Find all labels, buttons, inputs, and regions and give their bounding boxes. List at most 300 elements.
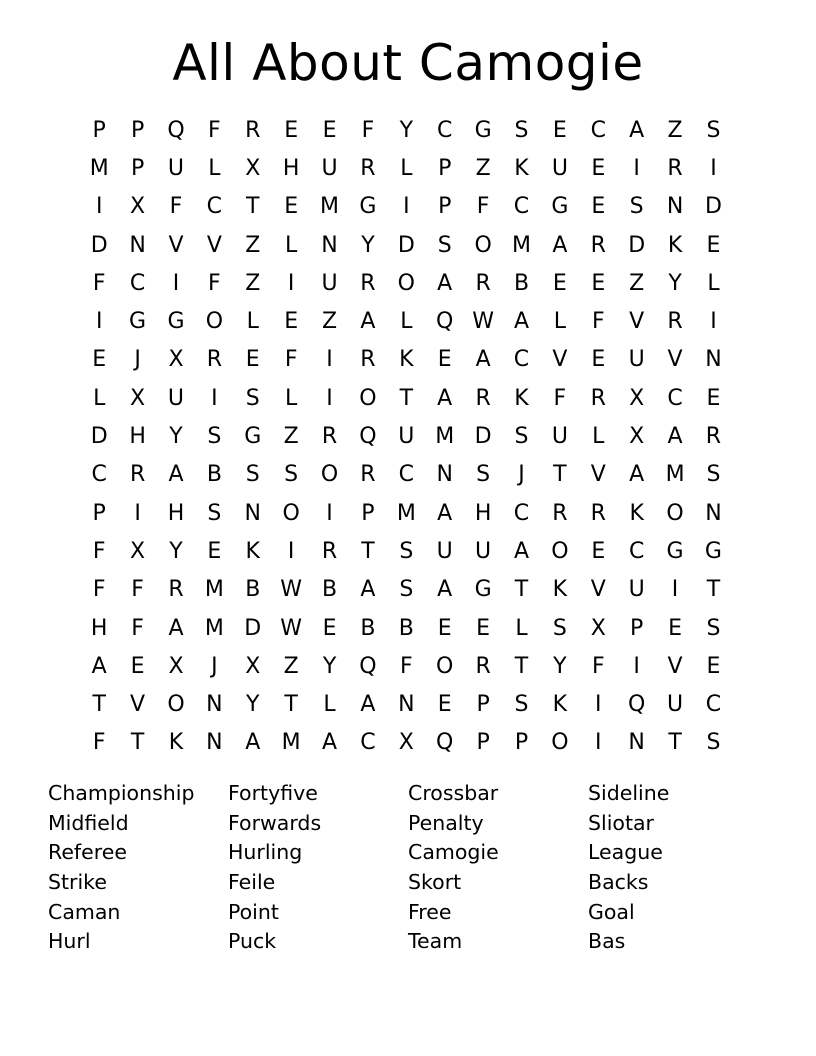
grid-letter: O — [436, 653, 454, 679]
grid-letter: W — [280, 577, 303, 603]
grid-letter: E — [322, 117, 337, 143]
grid-letter: E — [591, 538, 606, 564]
grid-letter: S — [476, 462, 491, 488]
grid-letter: E — [591, 155, 606, 181]
grid-letter: T — [130, 730, 145, 756]
grid-letter: I — [403, 194, 410, 220]
grid-letter: L — [707, 270, 720, 296]
grid-letter: N — [206, 730, 223, 756]
grid-letter: U — [321, 155, 338, 181]
grid-letter: E — [591, 270, 606, 296]
grid-letter: I — [95, 194, 103, 220]
grid-letter: G — [359, 194, 377, 220]
grid-letter: F — [284, 347, 298, 373]
grid-letter: M — [89, 155, 109, 181]
grid-letter: E — [92, 347, 107, 373]
grid-letter: Q — [436, 309, 454, 335]
grid-letter: C — [91, 462, 107, 488]
grid-letter: C — [129, 270, 146, 296]
grid-letter: E — [284, 194, 299, 220]
grid-letter: P — [361, 500, 375, 526]
word-list-item: Midfield — [48, 810, 129, 835]
word-list-item: Hurl — [48, 929, 91, 954]
grid-letter: L — [515, 615, 528, 641]
grid-letter: R — [590, 500, 606, 526]
grid-letter: A — [629, 117, 645, 143]
grid-letter: H — [129, 424, 146, 450]
grid-letter: O — [167, 692, 185, 718]
grid-letter: W — [472, 309, 494, 335]
grid-letter: F — [476, 194, 490, 220]
grid-letter: U — [167, 155, 185, 181]
grid-letter: F — [169, 194, 183, 220]
grid-letter: S — [207, 500, 222, 526]
grid-letter: T — [706, 577, 721, 603]
grid-letter: R — [245, 117, 261, 143]
grid-letter: S — [514, 424, 529, 450]
grid-letter: F — [591, 309, 605, 335]
grid-letter: A — [91, 653, 107, 679]
grid-letter: A — [360, 309, 376, 335]
grid-letter: D — [474, 424, 492, 450]
grid-letter: G — [551, 194, 569, 220]
word-list-item: League — [588, 840, 663, 865]
grid-letter: G — [129, 309, 147, 335]
grid-letter: Z — [629, 270, 645, 296]
grid-letter: L — [208, 155, 221, 181]
grid-letter: A — [360, 577, 376, 603]
grid-letter: E — [437, 615, 452, 641]
grid-letter: F — [92, 270, 106, 296]
grid-letter: Y — [169, 538, 183, 564]
grid-letter: D — [90, 424, 108, 450]
grid-letter: K — [514, 385, 529, 411]
grid-letter: A — [552, 232, 568, 258]
grid-letter: L — [323, 692, 336, 718]
grid-letter: I — [287, 538, 295, 564]
grid-letter: X — [245, 653, 261, 679]
word-list-item: Camogie — [408, 840, 499, 865]
grid-letter: A — [437, 500, 453, 526]
grid-letter: C — [513, 194, 530, 220]
grid-letter: X — [398, 730, 414, 756]
grid-letter: R — [667, 155, 683, 181]
grid-letter: Y — [361, 232, 375, 258]
grid-letter: F — [553, 385, 567, 411]
grid-letter: O — [551, 730, 569, 756]
grid-letter: M — [512, 232, 531, 258]
grid-letter: A — [513, 538, 530, 564]
grid-letter: A — [667, 424, 683, 450]
grid-letter: D — [628, 232, 646, 258]
grid-letter: Y — [169, 424, 183, 450]
grid-letter: Z — [667, 117, 683, 143]
grid-letter: O — [359, 385, 377, 411]
grid-letter: P — [438, 155, 452, 181]
grid-letter: A — [168, 615, 184, 641]
grid-letter: I — [633, 653, 640, 679]
grid-letter: V — [552, 347, 568, 373]
grid-letter: I — [287, 270, 295, 296]
grid-letter: A — [322, 730, 338, 756]
grid-letter: E — [130, 653, 145, 679]
word-list — [48, 779, 768, 957]
grid-letter: I — [710, 309, 717, 335]
grid-letter: I — [710, 155, 717, 181]
grid-letter: Y — [553, 653, 567, 679]
grid-letter: C — [513, 347, 530, 373]
grid-letter: Y — [399, 117, 414, 143]
grid-letter: D — [704, 194, 722, 220]
grid-letter: U — [436, 538, 453, 564]
word-list-item: Championship — [48, 781, 195, 805]
grid-letter: Z — [245, 232, 261, 258]
grid-letter: K — [399, 347, 414, 373]
grid-letter: N — [436, 462, 453, 488]
grid-letter: F — [92, 538, 106, 564]
grid-letter: S — [245, 462, 260, 488]
grid-letter: C — [705, 692, 722, 718]
grid-letter: Q — [167, 117, 185, 143]
word-list-item: Puck — [228, 929, 277, 954]
grid-letter: R — [168, 577, 184, 603]
grid-letter: Y — [246, 692, 260, 718]
grid-letter: S — [514, 692, 529, 718]
grid-letter: G — [474, 117, 492, 143]
grid-letter: C — [398, 462, 414, 488]
grid-letter: P — [476, 730, 490, 756]
grid-letter: G — [474, 577, 492, 603]
word-list-item: Skort — [408, 870, 462, 895]
grid-letter: Q — [628, 692, 646, 718]
grid-letter: E — [552, 117, 567, 143]
grid-letter: I — [326, 347, 333, 373]
grid-letter: A — [168, 462, 184, 488]
grid-letter: N — [628, 730, 645, 756]
grid-letter: N — [321, 232, 338, 258]
grid-letter: L — [553, 309, 567, 335]
grid-letter: O — [397, 270, 415, 296]
grid-letter: E — [476, 615, 491, 641]
grid-letter: J — [134, 347, 141, 373]
word-list-item: Crossbar — [408, 781, 499, 805]
grid-letter: S — [245, 385, 260, 411]
grid-letter: E — [591, 194, 606, 220]
grid-letter: N — [398, 692, 415, 718]
grid-letter: R — [360, 155, 376, 181]
grid-letter: H — [282, 155, 300, 181]
grid-letter: M — [320, 194, 340, 220]
grid-letter: V — [667, 347, 683, 373]
grid-letter: S — [706, 615, 721, 641]
grid-letter: H — [167, 500, 185, 526]
grid-letter: T — [399, 385, 414, 411]
grid-letter: J — [211, 653, 218, 679]
grid-letter: K — [667, 232, 683, 258]
grid-letter: X — [130, 385, 146, 411]
grid-letter: T — [553, 462, 567, 488]
grid-letter: V — [667, 653, 683, 679]
grid-letter: Z — [245, 270, 261, 296]
grid-letter: Z — [283, 653, 299, 679]
grid-letter: X — [130, 538, 146, 564]
grid-letter: N — [705, 500, 722, 526]
grid-letter: E — [591, 347, 606, 373]
grid-letter: W — [280, 615, 303, 641]
grid-letter: S — [399, 538, 414, 564]
grid-letter: U — [321, 270, 338, 296]
grid-letter: I — [595, 692, 602, 718]
grid-letter: O — [282, 500, 300, 526]
grid-letter: E — [706, 232, 721, 258]
grid-letter: B — [245, 577, 261, 603]
word-list-item: Free — [408, 899, 452, 924]
grid-letter: R — [552, 500, 568, 526]
grid-letter: S — [514, 117, 529, 143]
grid-letter: T — [514, 577, 529, 603]
grid-letter: Q — [359, 424, 377, 450]
grid-letter: I — [633, 155, 640, 181]
word-list-item: Goal — [588, 899, 635, 924]
grid-letter: E — [706, 653, 721, 679]
grid-letter: B — [321, 577, 338, 603]
grid-letter: V — [206, 232, 222, 258]
grid-letter: H — [474, 500, 492, 526]
grid-letter: S — [399, 577, 414, 603]
word-list-item: Bas — [588, 929, 626, 954]
word-list-item: Penalty — [408, 810, 484, 835]
grid-letter: E — [322, 615, 337, 641]
grid-letter: K — [552, 577, 568, 603]
grid-letter: P — [476, 692, 490, 718]
grid-letter: I — [95, 309, 103, 335]
grid-letter: A — [437, 385, 453, 411]
grid-letter: X — [629, 385, 645, 411]
word-list-item: Caman — [48, 899, 121, 924]
grid-letter: P — [130, 117, 145, 143]
grid-letter: I — [595, 730, 602, 756]
grid-letter: A — [629, 462, 645, 488]
grid-letter: R — [321, 538, 338, 564]
grid-letter: U — [551, 424, 568, 450]
grid-letter: O — [205, 309, 224, 335]
grid-letter: I — [671, 577, 679, 603]
grid-letter: O — [474, 232, 492, 258]
grid-letter: C — [513, 500, 530, 526]
grid-letter: L — [400, 155, 413, 181]
word-list-item: Sliotar — [588, 810, 654, 835]
word-list-item: Strike — [48, 870, 107, 895]
grid-letter: R — [475, 270, 491, 296]
grid-letter: E — [437, 692, 452, 718]
grid-letter: E — [552, 270, 567, 296]
grid-letter: R — [667, 309, 683, 335]
grid-letter: I — [326, 385, 333, 411]
grid-letter: K — [245, 538, 260, 564]
grid-letter: V — [168, 232, 184, 258]
grid-letter: B — [513, 270, 530, 296]
grid-letter: S — [706, 117, 721, 143]
grid-letter: V — [590, 577, 606, 603]
grid-letter: R — [705, 424, 722, 450]
grid-letter: Z — [283, 424, 299, 450]
grid-letter: R — [475, 385, 491, 411]
grid-letter: U — [398, 424, 415, 450]
grid-letter: L — [285, 385, 298, 411]
grid-letter: R — [360, 270, 376, 296]
grid-letter: X — [629, 424, 645, 450]
grid-letter: L — [246, 309, 259, 335]
grid-letter: R — [590, 385, 606, 411]
word-list-item: Feile — [228, 870, 276, 895]
grid-letter: E — [245, 347, 260, 373]
grid-letter: C — [628, 538, 645, 564]
grid-letter: S — [207, 424, 222, 450]
grid-letter: I — [134, 500, 141, 526]
grid-letter: T — [668, 730, 682, 756]
grid-letter: F — [131, 577, 144, 603]
grid-letter: U — [628, 347, 645, 373]
grid-letter: U — [628, 577, 645, 603]
grid-letter: U — [167, 385, 185, 411]
grid-letter: F — [361, 117, 375, 143]
grid-letter: V — [590, 462, 606, 488]
grid-letter: C — [360, 730, 376, 756]
grid-letter: A — [360, 692, 376, 718]
grid-letter: R — [321, 424, 338, 450]
grid-letter: G — [704, 538, 722, 564]
grid-letter: G — [666, 538, 684, 564]
grid-letter: N — [705, 347, 722, 373]
grid-letter: Q — [359, 653, 377, 679]
grid-letter: M — [396, 500, 416, 526]
grid-letter: L — [285, 232, 298, 258]
grid-letter: E — [284, 309, 299, 335]
grid-letter: F — [92, 730, 106, 756]
grid-letter: G — [244, 424, 262, 450]
grid-letter: R — [360, 347, 376, 373]
grid-letter: R — [475, 653, 491, 679]
grid-letter: A — [513, 309, 530, 335]
grid-letter: L — [592, 424, 605, 450]
grid-letter: R — [360, 462, 376, 488]
grid-letter: K — [552, 692, 568, 718]
grid-letter: A — [437, 577, 453, 603]
word-list-item: Hurling — [228, 840, 303, 865]
grid-letter: Z — [475, 155, 491, 181]
grid-letter: N — [666, 194, 684, 220]
grid-letter: X — [590, 615, 606, 641]
word-list-item: Referee — [48, 840, 127, 865]
grid-letter: F — [399, 653, 413, 679]
word-list-item: Sideline — [588, 781, 670, 805]
grid-letter: M — [665, 462, 685, 488]
word-list-item: Forwards — [228, 810, 322, 835]
grid-letter: Y — [668, 270, 682, 296]
grid-letter: C — [206, 194, 223, 220]
grid-letter: T — [361, 538, 375, 564]
grid-letter: C — [437, 117, 453, 143]
grid-letter: R — [129, 462, 146, 488]
grid-letter: T — [246, 194, 260, 220]
grid-letter: M — [204, 615, 224, 641]
grid-letter: H — [90, 615, 108, 641]
grid-letter: D — [90, 232, 108, 258]
grid-letter: O — [320, 462, 339, 488]
grid-letter: S — [629, 194, 644, 220]
letter-grid — [80, 111, 736, 762]
grid-letter: X — [168, 347, 184, 373]
grid-letter: T — [284, 692, 298, 718]
grid-letter: F — [92, 577, 106, 603]
grid-letter: N — [206, 692, 223, 718]
grid-letter: M — [435, 424, 455, 450]
grid-letter: R — [590, 232, 606, 258]
grid-letter: U — [667, 692, 684, 718]
grid-letter: F — [208, 117, 221, 143]
grid-letter: C — [590, 117, 606, 143]
grid-letter: D — [397, 232, 415, 258]
grid-letter: Y — [322, 653, 337, 679]
grid-letter: E — [668, 615, 682, 641]
grid-letter: N — [129, 232, 146, 258]
grid-letter: I — [326, 500, 333, 526]
grid-letter: K — [168, 730, 184, 756]
grid-letter: S — [552, 615, 567, 641]
grid-letter: C — [667, 385, 683, 411]
grid-letter: A — [475, 347, 491, 373]
word-list-item: Point — [228, 899, 279, 924]
grid-letter: U — [475, 538, 492, 564]
grid-letter: L — [93, 385, 106, 411]
grid-letter: L — [400, 309, 413, 335]
grid-letter: E — [207, 538, 222, 564]
word-list-item: Fortyfive — [228, 781, 318, 805]
grid-letter: S — [284, 462, 299, 488]
grid-letter: S — [437, 232, 452, 258]
grid-letter: V — [629, 309, 645, 335]
grid-letter: P — [514, 730, 529, 756]
grid-letter: E — [437, 347, 452, 373]
grid-letter: E — [284, 117, 299, 143]
grid-letter: F — [591, 653, 605, 679]
grid-letter: N — [244, 500, 261, 526]
grid-letter: P — [92, 500, 106, 526]
grid-letter: D — [244, 615, 262, 641]
grid-letter: G — [167, 309, 185, 335]
grid-letter: M — [204, 577, 224, 603]
grid-letter: M — [281, 730, 301, 756]
grid-letter: B — [398, 615, 414, 641]
grid-letter: X — [245, 155, 261, 181]
grid-letter: P — [130, 155, 145, 181]
grid-letter: X — [130, 194, 146, 220]
grid-letter: O — [666, 500, 684, 526]
grid-letter: F — [208, 270, 221, 296]
grid-letter: K — [514, 155, 529, 181]
word-list-item: Backs — [588, 870, 649, 895]
grid-letter: S — [706, 462, 721, 488]
grid-letter: B — [206, 462, 222, 488]
grid-letter: U — [551, 155, 568, 181]
grid-letter: V — [130, 692, 146, 718]
grid-letter: P — [438, 194, 452, 220]
grid-letter: T — [514, 653, 529, 679]
grid-letter: Z — [322, 309, 338, 335]
grid-letter: Q — [436, 730, 454, 756]
page-title: All About Camogie — [172, 34, 644, 92]
grid-letter: R — [206, 347, 223, 373]
